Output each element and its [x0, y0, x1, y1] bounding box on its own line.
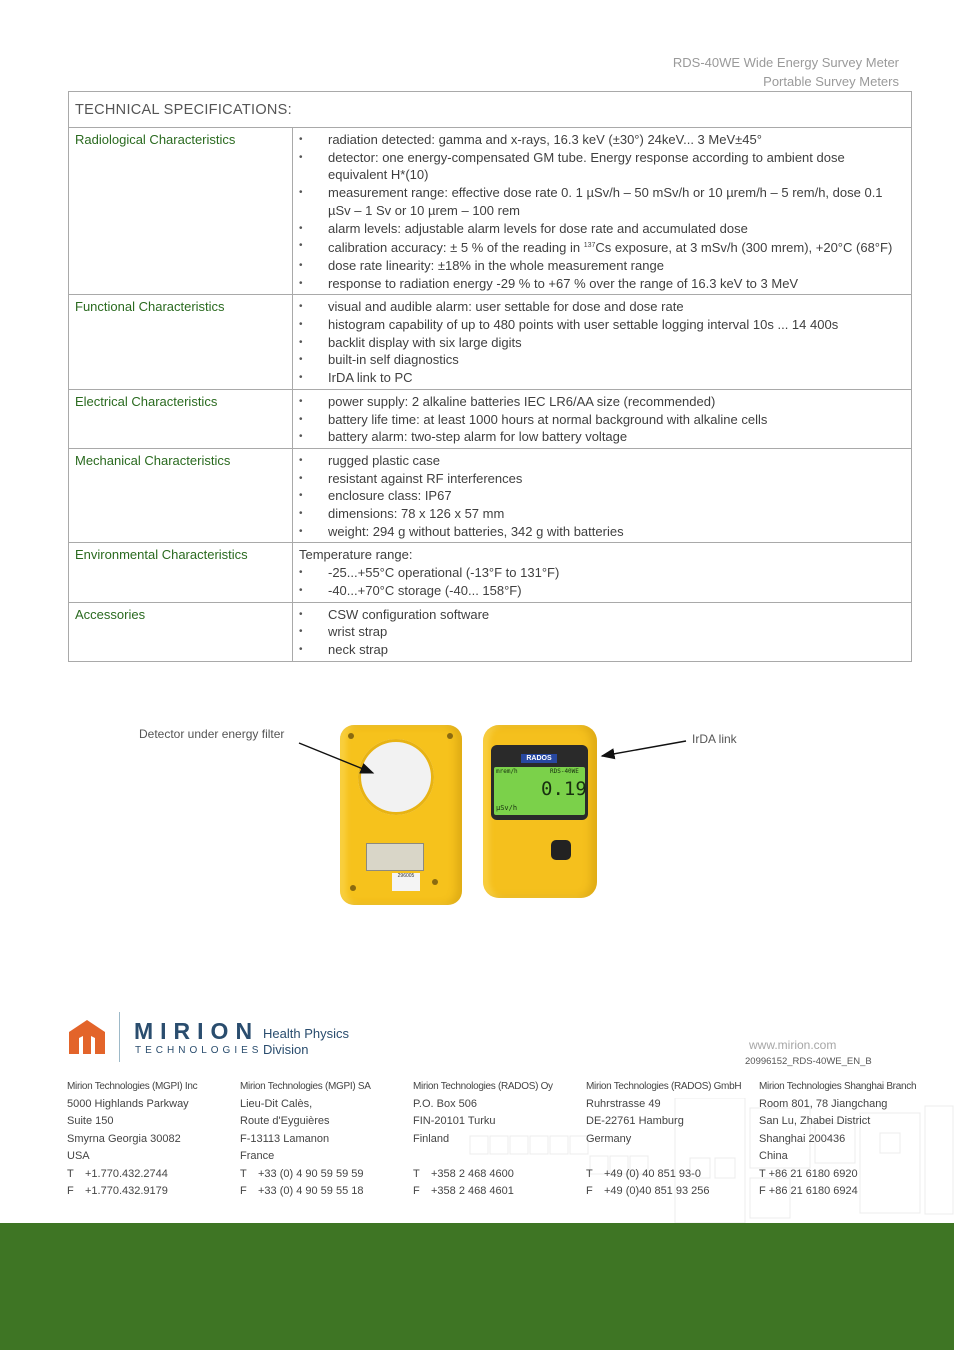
logo-divider: [119, 1012, 120, 1062]
device-brand: RADOS: [521, 754, 557, 763]
spec-item: • dimensions: 78 x 126 x 57 mm: [299, 505, 905, 523]
mirion-logo-icon: [67, 1018, 107, 1056]
address-line: Route d'Eyguières: [240, 1115, 330, 1127]
spec-title: TECHNICAL SPECIFICATIONS:: [69, 92, 912, 128]
address-block-usa: [67, 1078, 197, 1201]
spec-item: • calibration accuracy: ± 5 % of the reading in $^{137}$Cs exposure, at 3 mSv/h (300 mrem), +20°C (68°F): [299, 237, 905, 257]
spec-item: • resistant against RF interferences: [299, 470, 905, 488]
address-block-china: [759, 1078, 916, 1201]
fax-label: F: [586, 1185, 593, 1197]
spec-category: Accessories: [69, 602, 293, 661]
fax-label: F: [240, 1185, 247, 1197]
address-phone: T +49 (0) 40 851 93-0: [586, 1166, 741, 1184]
address-line: FIN-20101 Turku: [413, 1115, 496, 1127]
address-fax: F +49 (0)40 851 93 256: [586, 1183, 741, 1201]
spec-item: • IrDA link to PC: [299, 369, 905, 387]
spec-category: Functional Characteristics: [69, 295, 293, 390]
address-phone: T +33 (0) 4 90 59 59 59: [240, 1166, 371, 1184]
address-block-germany: [586, 1078, 741, 1201]
spec-item: • dose rate linearity: ±18% in the whole measurement range: [299, 257, 905, 275]
division-name: [263, 1026, 349, 1058]
header-product-title: RDS-40WE Wide Energy Survey Meter: [672, 55, 899, 70]
lcd-value: 0.19: [541, 778, 587, 800]
address-line: Suite 150: [67, 1115, 114, 1127]
spec-item: • battery alarm: two-step alarm for low battery voltage: [299, 428, 905, 446]
spec-item: • alarm levels: adjustable alarm levels for dose rate and accumulated dose: [299, 220, 905, 238]
spec-item: • -40...+70°C storage (-40... 158°F): [299, 582, 905, 600]
address-phone: T +86 21 6180 6920: [759, 1167, 858, 1180]
spec-category: Radiological Characteristics: [69, 128, 293, 295]
tel-label: T: [413, 1167, 420, 1180]
address-line: Ruhrstrasse 49: [586, 1097, 661, 1110]
spec-item: • detector: one energy-compensated GM tube. Energy response according to ambient dose equivalent H*(10): [299, 149, 905, 184]
lcd-model: RDS-40WE: [550, 768, 579, 775]
lcd-unit-bottom: µSv/h: [496, 804, 518, 812]
spec-item: • wrist strap: [299, 623, 905, 641]
spec-category: Mechanical Characteristics: [69, 448, 293, 543]
address-line: Room 801, 78 Jiangchang: [759, 1097, 888, 1110]
caption-irda: IrDA link: [692, 732, 737, 746]
spec-item: • battery life time: at least 1000 hours at normal background with alkaline cells: [299, 411, 905, 429]
spec-item: • CSW configuration software: [299, 606, 905, 624]
address-line: Germany: [586, 1132, 632, 1145]
address-line: San Lu, Zhabei District: [759, 1115, 871, 1127]
fax-label: F: [67, 1185, 74, 1197]
spec-item: • -25...+55°C operational (-13°F to 131°F): [299, 564, 905, 582]
address-line: F-13113 Lamanon: [240, 1132, 330, 1145]
division-line2: Division: [263, 1042, 309, 1057]
address-company: Mirion Technologies (MGPI) SA: [240, 1081, 371, 1092]
caption-detector: Detector under energy filter: [139, 727, 285, 741]
spec-item: • built-in self diagnostics: [299, 351, 905, 369]
address-company: Mirion Technologies (RADOS) GmbH: [586, 1081, 742, 1092]
arrow-irda: [602, 741, 686, 756]
address-fax: F +86 21 6180 6924: [759, 1185, 858, 1197]
address-line: DE-22761 Hamburg: [586, 1115, 684, 1127]
spec-item: • power supply: 2 alkaline batteries IEC LR6/AA size (recommended): [299, 393, 905, 411]
address-line: USA: [67, 1150, 90, 1162]
spec-item: • rugged plastic case: [299, 452, 905, 470]
lcd-unit-top: mrem/h: [496, 768, 518, 775]
tel-label: T: [240, 1167, 247, 1180]
address-line: 5000 Highlands Parkway: [67, 1097, 189, 1110]
address-phone: T +358 2 468 4600: [413, 1166, 553, 1184]
division-line1: Health Physics: [263, 1026, 349, 1041]
address-fax: F +33 (0) 4 90 59 55 18: [240, 1183, 371, 1201]
spec-item: • backlit display with six large digits: [299, 334, 905, 352]
fax-label: F: [413, 1185, 420, 1197]
tel-label: T: [67, 1167, 74, 1180]
footer-band: [0, 1223, 954, 1350]
address-block-finland: [413, 1078, 553, 1201]
address-line: [413, 1148, 553, 1166]
spec-item: • weight: 294 g without batteries, 342 g with batteries: [299, 523, 905, 541]
address-line: China: [759, 1150, 788, 1162]
address-line: Lieu-Dit Calès,: [240, 1097, 313, 1110]
address-line: Shanghai 200436: [759, 1132, 846, 1145]
device-serial-label: 296005: [392, 873, 420, 891]
header-category: Portable Survey Meters: [763, 74, 899, 89]
spec-item: • measurement range: effective dose rate 0. 1 µSv/h – 50 mSv/h or 10 µrem/h – 5 rem/h, dose 0.1 µSv – 1 Sv or 10 µrem – 100 rem: [299, 184, 905, 219]
address-line: P.O. Box 506: [413, 1097, 478, 1110]
spec-item: • neck strap: [299, 641, 905, 659]
document-number: 20996152_RDS-40WE_EN_B: [745, 1056, 872, 1067]
spec-item: • response to radiation energy -29 % to +67 % over the range of 16.3 keV to 3 MeV: [299, 275, 905, 293]
address-fax: F +358 2 468 4601: [413, 1183, 553, 1201]
spec-item: • radiation detected: gamma and x-rays, 16.3 keV (±30°) 24keV... 3 MeV±45°: [299, 131, 905, 149]
spec-item: • enclosure class: IP67: [299, 487, 905, 505]
address-fax: F +1.770.432.9179: [67, 1183, 197, 1201]
address-line: France: [240, 1150, 275, 1162]
address-company: Mirion Technologies Shanghai Branch: [759, 1081, 917, 1092]
address-line: Finland: [413, 1132, 450, 1145]
arrow-detector: [299, 743, 373, 773]
spec-item: • visual and audible alarm: user settable for dose and dose rate: [299, 298, 905, 316]
address-block-france: [240, 1078, 371, 1201]
address-company: Mirion Technologies (RADOS) Oy: [413, 1081, 553, 1092]
address-line: [586, 1148, 741, 1166]
spec-category: Environmental Characteristics: [69, 543, 293, 602]
address-line: Smyrna Georgia 30082: [67, 1132, 181, 1145]
address-company: Mirion Technologies (MGPI) Inc: [67, 1081, 198, 1092]
brand-sub: TECHNOLOGIES: [135, 1045, 263, 1056]
spec-category: Electrical Characteristics: [69, 389, 293, 448]
spec-item: • histogram capability of up to 480 points with user settable logging interval 10s ... 14 400s: [299, 316, 905, 334]
spec-intro: Temperature range:: [299, 547, 413, 563]
address-phone: T +1.770.432.2744: [67, 1166, 197, 1184]
tel-label: T: [586, 1167, 593, 1180]
website-link[interactable]: www.mirion.com: [749, 1038, 837, 1052]
brand-name: MIRION: [134, 1018, 260, 1044]
